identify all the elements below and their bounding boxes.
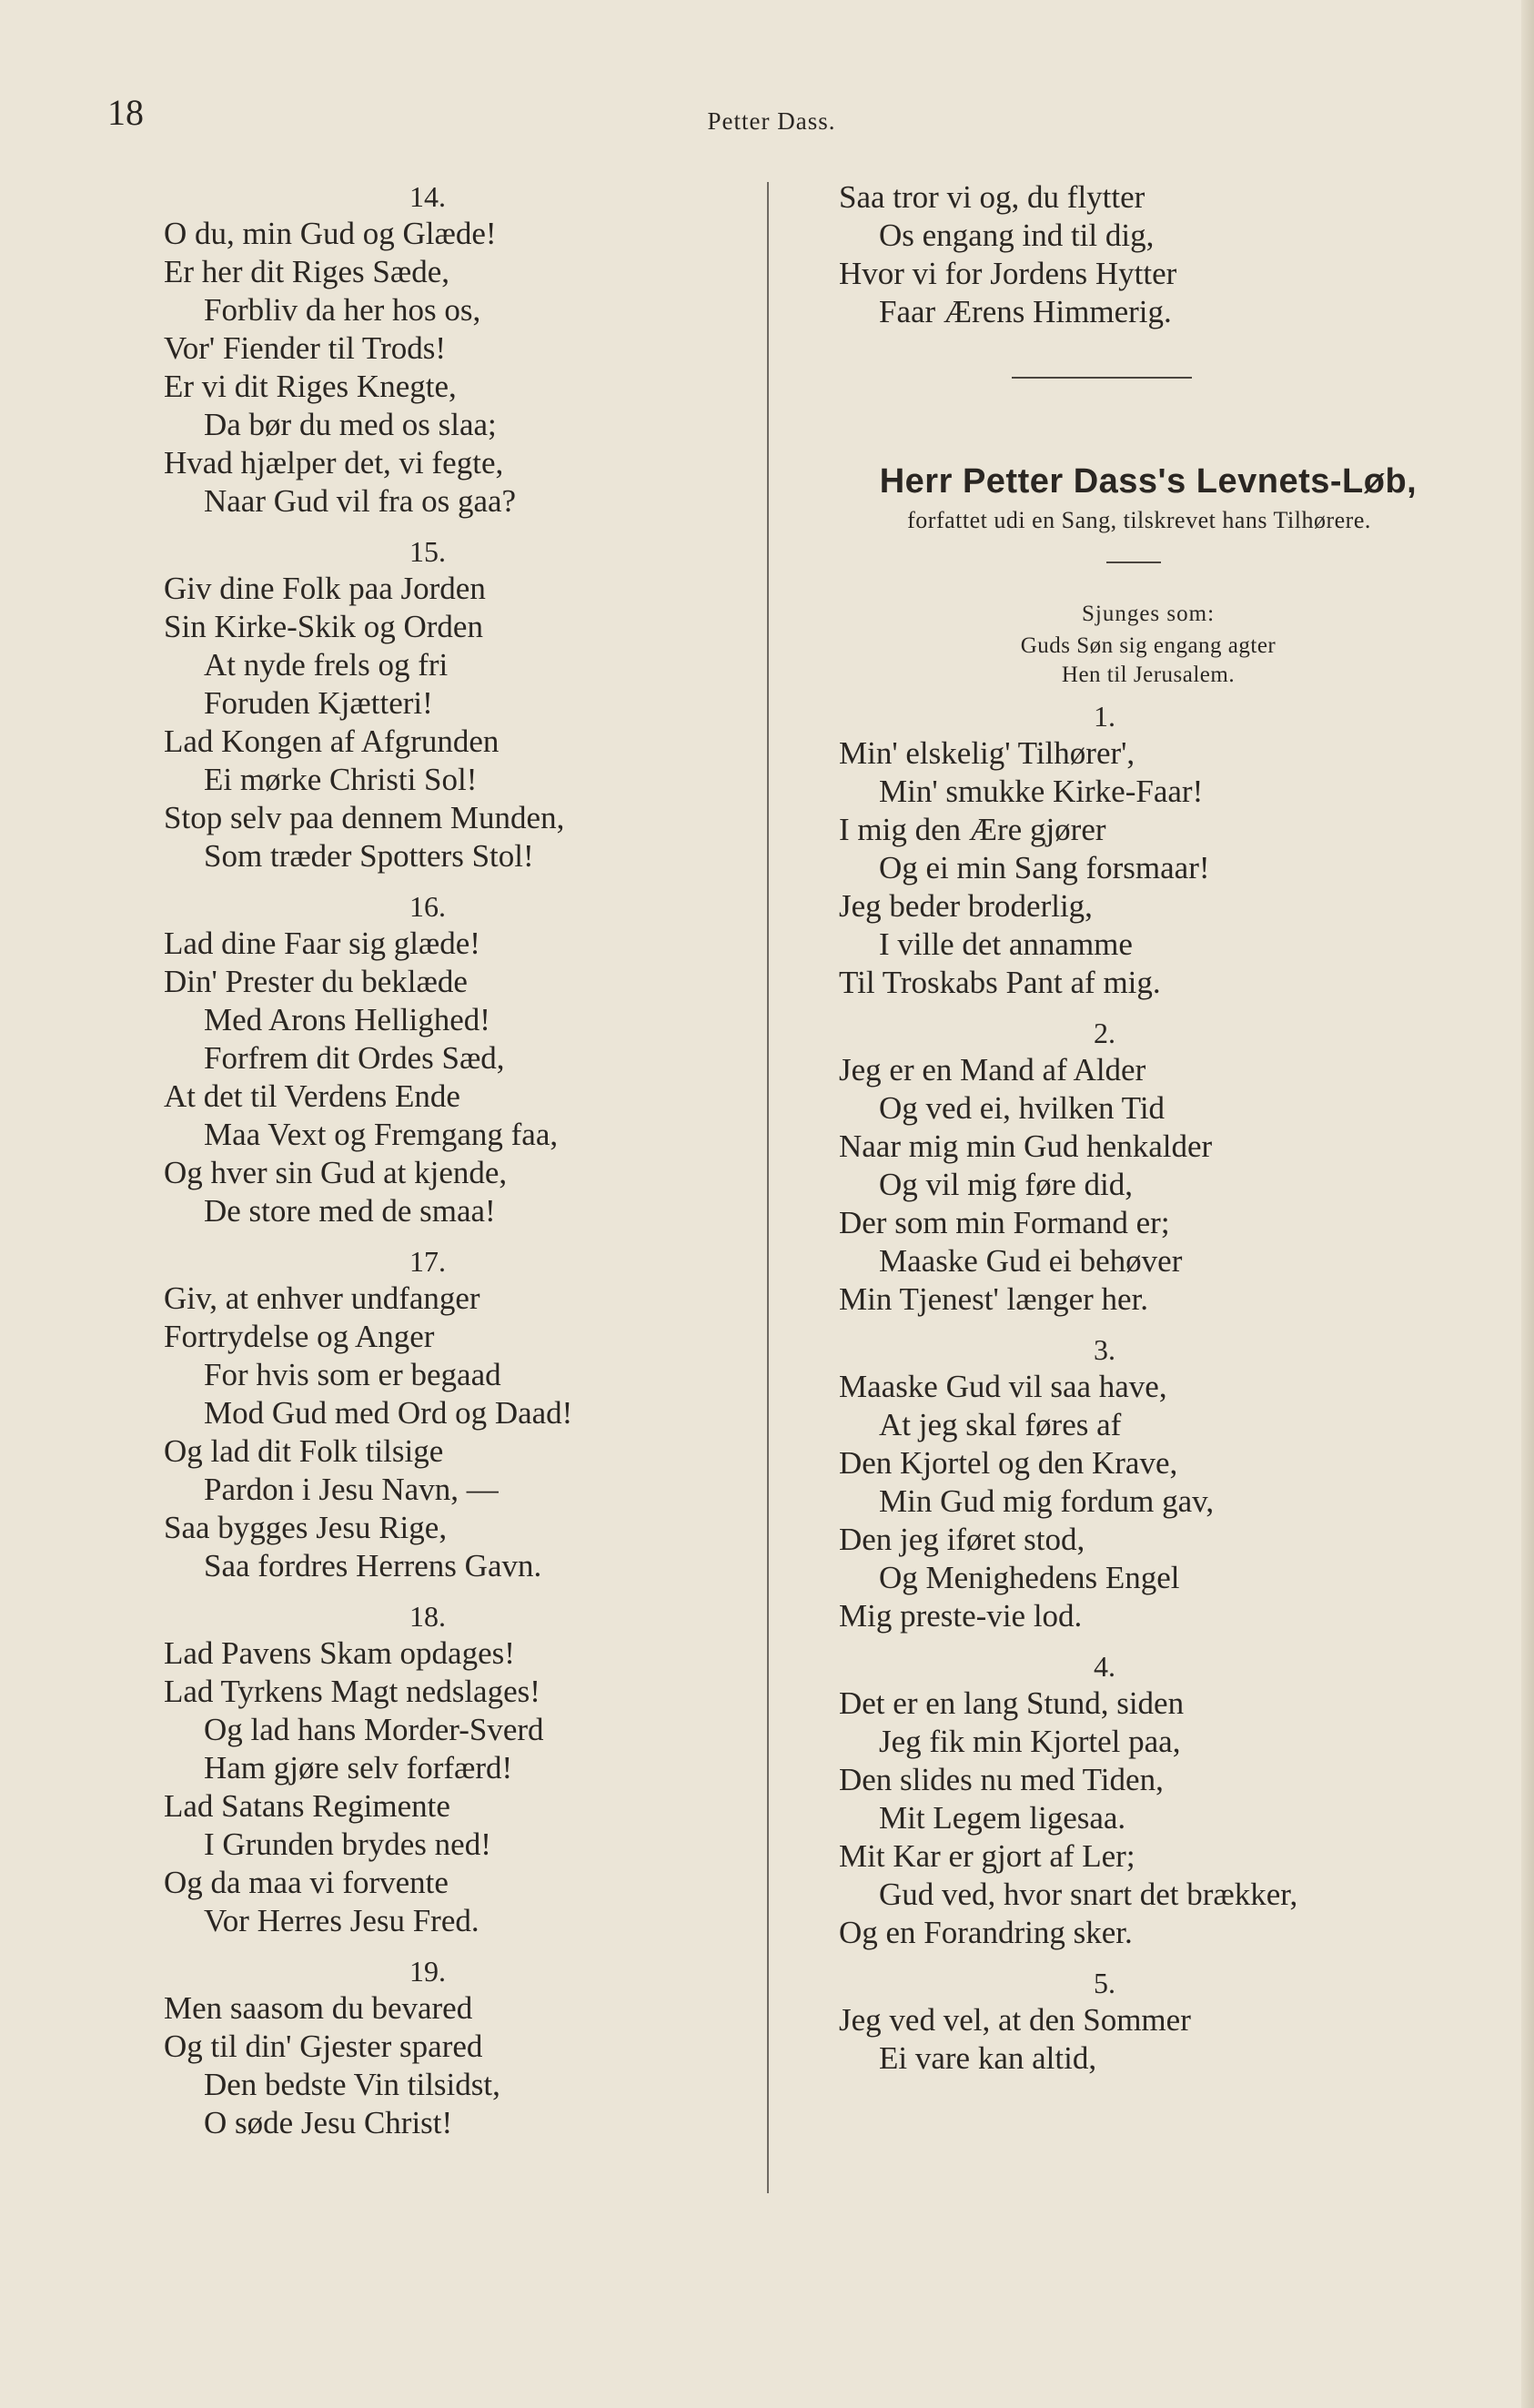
verse-line: Og ved ei, hvilken Tid [879, 1090, 1166, 1126]
verse-line: Giv dine Folk paa Jorden [164, 571, 486, 606]
verse-line: Min' elskelig' Tilhører', [839, 735, 1135, 771]
verse-line: Foruden Kjætteri! [204, 685, 433, 721]
verse-line: Og til din' Gjester spared [164, 2029, 483, 2064]
stanza-number: 4. [1094, 1650, 1115, 1683]
verse-line: Saa fordres Herrens Gavn. [204, 1548, 542, 1583]
stanza-number: 14. [409, 180, 446, 213]
verse-line: Os engang ind til dig, [879, 218, 1155, 253]
stanza-number: 1. [1094, 700, 1115, 733]
verse-line: Lad Satans Regimente [164, 1788, 450, 1824]
verse-line: Den Kjortel og den Krave, [839, 1445, 1178, 1481]
song-subtitle: forfattet udi en Sang, tilskrevet hans Tilhørere. [907, 507, 1371, 533]
verse-line: Hvor vi for Jordens Hytter [839, 256, 1177, 291]
verse-line: Vor Herres Jesu Fred. [204, 1903, 479, 1938]
verse-line: Maaske Gud ei behøver [879, 1243, 1183, 1279]
verse-line: Det er en lang Stund, siden [839, 1685, 1185, 1721]
verse-line: Er her dit Riges Sæde, [164, 254, 449, 289]
verse-line: Min Gud mig fordum gav, [879, 1483, 1215, 1519]
verse-line: Lad Kongen af Afgrunden [164, 723, 500, 759]
verse-line: Sin Kirke-Skik og Orden [164, 609, 483, 644]
verse-line: Lad Pavens Skam opdages! [164, 1635, 515, 1671]
verse-line: Mig preste-vie lod. [839, 1598, 1083, 1634]
verse-line: Pardon i Jesu Navn, — [204, 1472, 499, 1507]
verse-line: Stop selv paa dennem Munden, [164, 800, 565, 835]
page-number: 18 [107, 92, 144, 133]
verse-line: Naar mig min Gud henkalder [839, 1128, 1213, 1164]
song-stanzas [839, 698, 1458, 2078]
verse-line: Og lad dit Folk tilsige [164, 1433, 444, 1469]
verse-line: Og Menighedens Engel [879, 1560, 1180, 1595]
verse-line: Forbliv da her hos os, [204, 292, 481, 328]
verse-line: Saa bygges Jesu Rige, [164, 1510, 448, 1545]
short-rule [1106, 562, 1161, 563]
verse-line: Fortrydelse og Anger [164, 1319, 435, 1354]
verse-line: Den slides nu med Tiden, [839, 1762, 1164, 1797]
verse-line: Faar Ærens Himmerig. [879, 294, 1172, 329]
verse-line: Hvad hjælper det, vi fegte, [164, 445, 504, 481]
verse-line: Maa Vext og Fremgang faa, [204, 1117, 559, 1152]
verse-line: Vor' Fiender til Trods! [164, 330, 447, 366]
song-title: Herr Petter Dass's Levnets-Løb, [879, 462, 1418, 501]
verse-line: Maaske Gud vil saa have, [839, 1369, 1167, 1404]
stanza-number: 17. [409, 1245, 446, 1278]
verse-line: Er vi dit Riges Knegte, [164, 369, 457, 404]
verse-line: Mit Legem ligesaa. [879, 1800, 1126, 1836]
verse-line: Lad Tyrkens Magt nedslages! [164, 1674, 540, 1709]
verse-line: I Grunden brydes ned! [204, 1826, 491, 1862]
verse-line: Jeg beder broderlig, [839, 888, 1093, 924]
stanza-number: 2. [1094, 1017, 1115, 1049]
melody-label: Sjunges som: [1081, 602, 1216, 626]
left-column [164, 178, 755, 2142]
section-rule [1012, 377, 1192, 379]
verse-line: Ei mørke Christi Sol! [204, 762, 478, 797]
verse-line: Lad dine Faar sig glæde! [164, 926, 480, 961]
melody-line: Hen til Jerusalem. [1061, 663, 1236, 687]
verse-line: Den jeg iføret stod, [839, 1522, 1085, 1557]
running-head: Petter Dass. [707, 107, 836, 135]
verse-line: Men saasom du bevared [164, 1990, 473, 2026]
verse-line: Naar Gud vil fra os gaa? [204, 483, 517, 519]
stanza-number: 19. [409, 1955, 446, 1988]
verse-line: Min' smukke Kirke-Faar! [879, 774, 1204, 809]
verse-line: O søde Jesu Christ! [204, 2105, 453, 2140]
stanza-number: 5. [1094, 1967, 1115, 1999]
verse-line: Din' Prester du beklæde [164, 964, 468, 999]
verse-line: Ham gjøre selv forfærd! [204, 1750, 513, 1786]
verse-line: Der som min Formand er; [839, 1205, 1170, 1240]
verse-line: Mit Kar er gjort af Ler; [839, 1838, 1135, 1874]
continued-stanza [839, 178, 1458, 331]
verse-line: Jeg fik min Kjortel paa, [879, 1724, 1181, 1759]
verse-line: Til Troskabs Pant af mig. [839, 965, 1161, 1000]
verse-line: Og hver sin Gud at kjende, [164, 1155, 508, 1190]
stanza-number: 15. [409, 535, 446, 568]
column-divider [767, 182, 769, 2193]
page-edge [1521, 0, 1534, 2408]
verse-line: Den bedste Vin tilsidst, [204, 2067, 500, 2102]
verse-line: Og da maa vi forvente [164, 1865, 449, 1900]
verse-line: For hvis som er begaad [204, 1357, 501, 1392]
verse-line: Ei vare kan altid, [879, 2040, 1097, 2076]
verse-line: Og en Forandring sker. [839, 1915, 1133, 1950]
verse-line: At jeg skal føres af [879, 1407, 1122, 1442]
verse-line: Giv, at enhver undfanger [164, 1280, 480, 1316]
verse-line: I ville det annamme [879, 926, 1133, 962]
verse-line: Mod Gud med Ord og Daad! [204, 1395, 573, 1431]
stanza-number: 18. [409, 1600, 446, 1633]
verse-line: Forfrem dit Ordes Sæd, [204, 1040, 505, 1076]
verse-line: Gud ved, hvor snart det brækker, [879, 1877, 1298, 1912]
verse-line: Jeg er en Mand af Alder [839, 1052, 1146, 1088]
melody-line: Guds Søn sig engang agter [1020, 633, 1277, 658]
verse-line: At nyde frels og fri [204, 647, 449, 683]
verse-line: Min Tjenest' længer her. [839, 1281, 1149, 1317]
verse-line: De store med de smaa! [204, 1193, 496, 1229]
stanza-number: 16. [409, 890, 446, 923]
verse-line: At det til Verdens Ende [164, 1078, 460, 1114]
verse-line: Og ei min Sang forsmaar! [879, 850, 1210, 885]
stanza-number: 3. [1094, 1333, 1115, 1366]
verse-line: Som træder Spotters Stol! [204, 838, 534, 874]
right-column [839, 178, 1458, 2078]
verse-line: Saa tror vi og, du flytter [839, 179, 1145, 215]
verse-line: Og lad hans Morder-Sverd [204, 1712, 544, 1747]
verse-line: Jeg ved vel, at den Sommer [839, 2002, 1191, 2038]
verse-line: I mig den Ære gjører [839, 812, 1106, 847]
verse-line: Da bør du med os slaa; [204, 407, 497, 442]
verse-line: Og vil mig føre did, [879, 1167, 1133, 1202]
verse-line: Med Arons Hellighed! [204, 1002, 490, 1037]
verse-line: O du, min Gud og Glæde! [164, 216, 497, 251]
